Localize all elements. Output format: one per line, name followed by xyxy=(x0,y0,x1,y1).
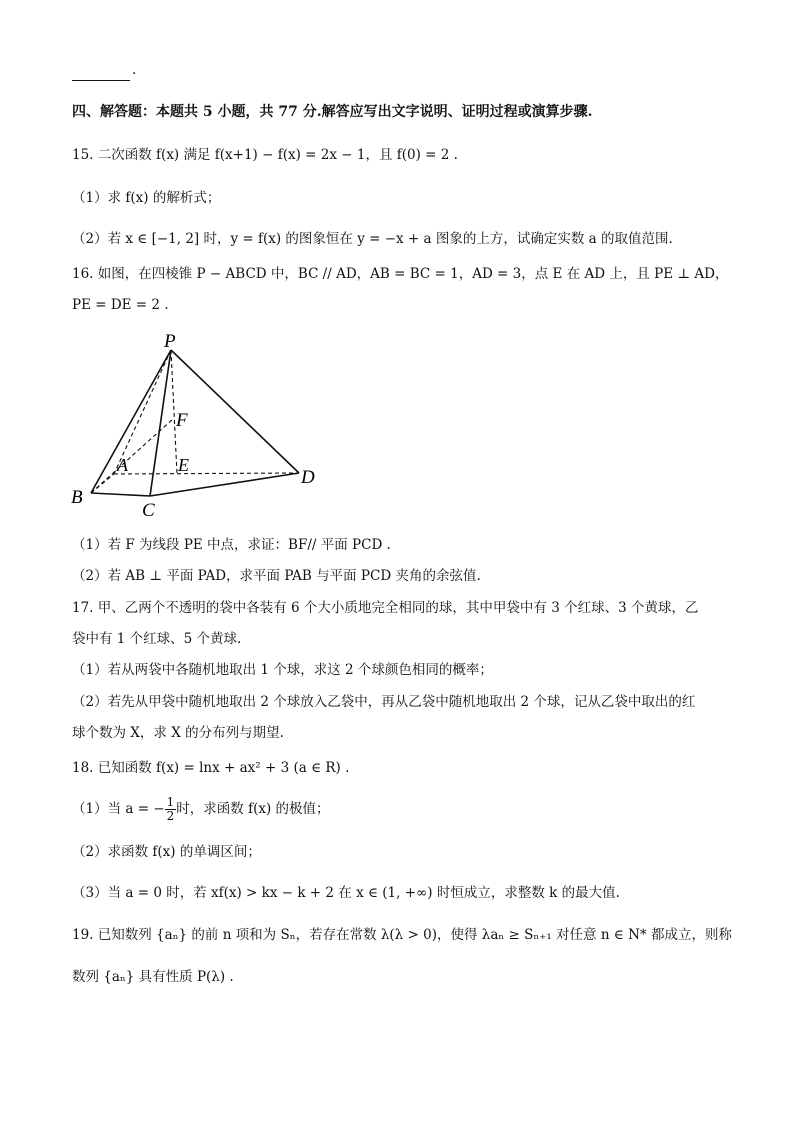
point-label-E: E xyxy=(178,455,189,475)
q18-part2: （2）求函数 f(x) 的单调区间； xyxy=(72,844,261,860)
q15-stem: 15. 二次函数 f(x) 满足 f(x+1) − f(x) = 2x − 1，且 f(0) = 2 . xyxy=(72,147,458,163)
pyramid-figure xyxy=(70,330,330,520)
q17-part2-line2: 球个数为 X，求 X 的分布列与期望. xyxy=(72,725,284,741)
q18-part3: （3）当 a = 0 时，若 xf(x) > kx − k + 2 在 x ∈ (1, +∞) 时恒成立，求整数 k 的最大值. xyxy=(72,885,620,901)
q15-part1: （1）求 f(x) 的解析式； xyxy=(72,190,221,206)
vertex-label-C: C xyxy=(142,500,155,520)
q18-part1 xyxy=(72,794,330,824)
q17-part2-line1: （2）若先从甲袋中随机地取出 2 个球放入乙袋中，再从乙袋中随机地取出 2 个球，记从乙袋中取出的红 xyxy=(72,694,696,710)
q18-part1-suffix: 时，求函数 f(x) 的极值； xyxy=(176,801,330,817)
vertex-label-B: B xyxy=(71,487,83,508)
answer-blank-period: . xyxy=(132,62,137,78)
q17-stem-line2: 袋中有 1 个红球、5 个黄球. xyxy=(72,631,242,647)
q16-stem-line2: PE = DE = 2 . xyxy=(72,297,169,313)
answer-blank xyxy=(72,70,130,81)
vertex-label-P: P xyxy=(164,331,176,352)
fraction-denominator: 2 xyxy=(166,809,175,823)
q17-stem-line1: 17. 甲、乙两个不透明的袋中各装有 6 个大小质地完全相同的球，其中甲袋中有 3 个红球、3 个黄球，乙 xyxy=(72,600,699,616)
q18-part1-prefix: （1）当 a = − xyxy=(72,801,165,817)
vertex-label-A: A xyxy=(117,455,128,475)
q16-part2: （2）若 AB ⊥ 平面 PAD，求平面 PAB 与平面 PCD 夹角的余弦值. xyxy=(72,568,481,584)
fraction-numerator: 1 xyxy=(166,795,175,809)
vertex-label-D: D xyxy=(301,467,315,488)
section-heading: 四、解答题：本题共 5 小题，共 77 分.解答应写出文字说明、证明过程或演算步骤. xyxy=(72,104,593,120)
q18-stem: 18. 已知函数 f(x) = lnx + ax² + 3 (a ∈ R) . xyxy=(72,760,350,776)
q15-part2: （2）若 x ∈ [−1, 2] 时，y = f(x) 的图象恒在 y = −x + a 图象的上方，试确定实数 a 的取值范围. xyxy=(72,231,673,247)
q16-part1: （1）若 F 为线段 PE 中点，求证：BF// 平面 PCD . xyxy=(72,537,391,553)
q17-part1: （1）若从两袋中各随机地取出 1 个球，求这 2 个球颜色相同的概率； xyxy=(72,662,493,678)
fraction-one-half xyxy=(165,796,177,823)
q19-stem-line1: 19. 已知数列 {aₙ} 的前 n 项和为 Sₙ，若存在常数 λ(λ > 0)，使得 λaₙ ≥ Sₙ₊₁ 对任意 n ∈ N* 都成立，则称 xyxy=(72,927,732,943)
q19-stem-line2: 数列 {aₙ} 具有性质 P(λ) . xyxy=(72,969,234,985)
point-label-F: F xyxy=(176,410,188,431)
q16-stem-line1: 16. 如图，在四棱锥 P − ABCD 中，BC // AD，AB = BC = 1，AD = 3，点 E 在 AD 上，且 PE ⊥ AD， xyxy=(72,266,729,282)
